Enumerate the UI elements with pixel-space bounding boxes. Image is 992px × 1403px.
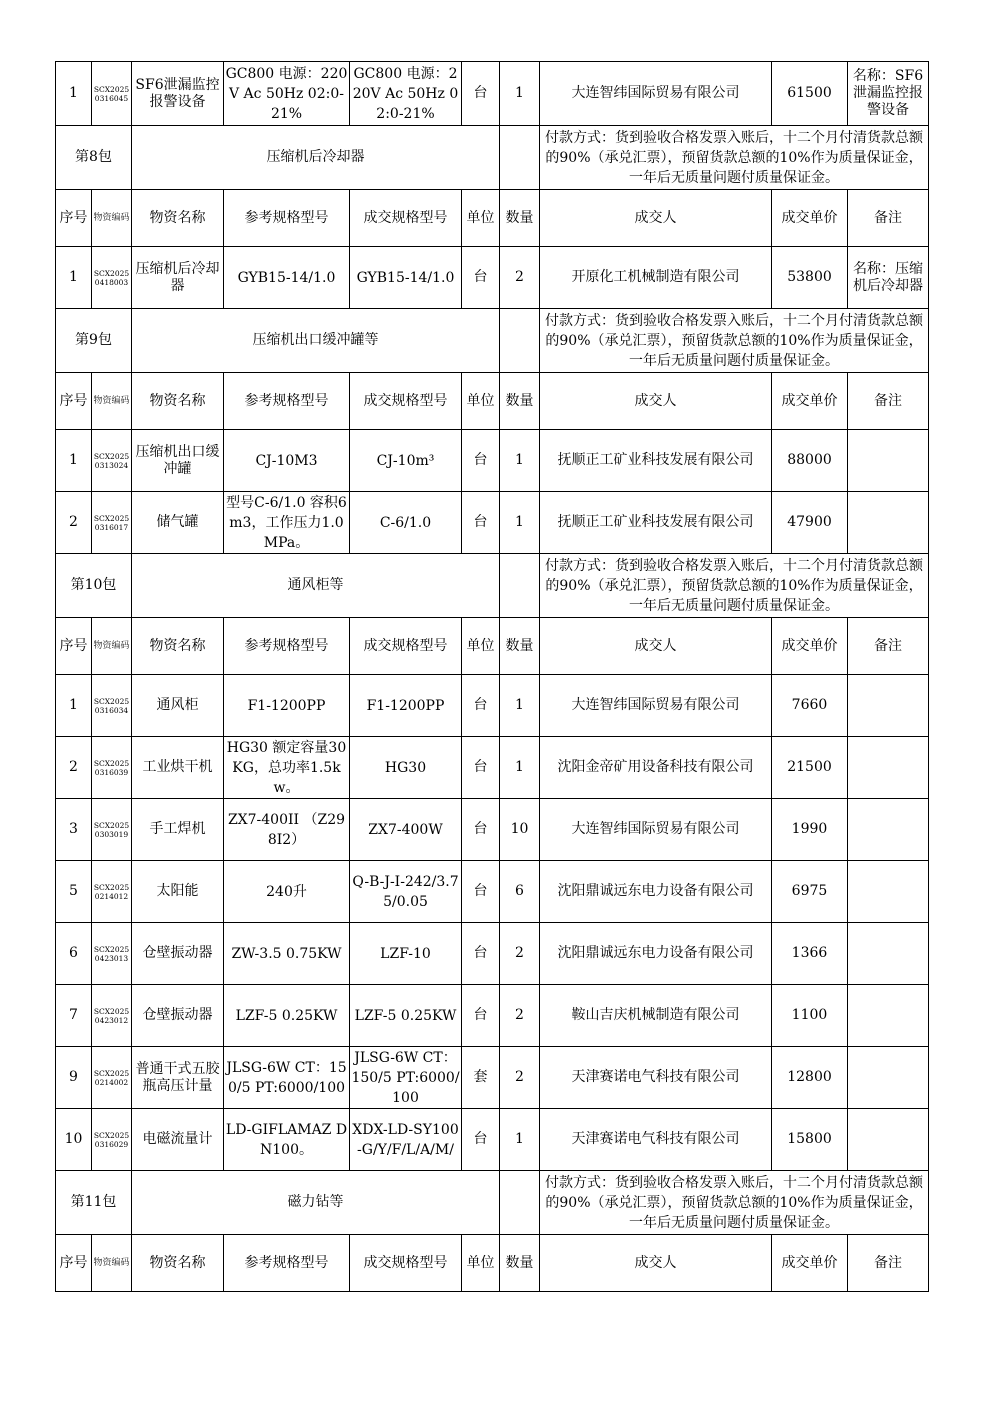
header-qty-cell: 数量 <box>500 190 540 247</box>
header-remark-cell: 备注 <box>848 1235 929 1292</box>
remark-cell <box>848 492 929 554</box>
qty-cell: 1 <box>500 430 540 492</box>
package-row <box>56 126 929 190</box>
header-ref-spec-cell: 参考规格型号 <box>224 618 350 675</box>
ref-spec-cell: GC800 电源：220V Ac 50Hz 02:0-21% <box>224 62 350 126</box>
remark-cell <box>848 430 929 492</box>
unit-cell: 台 <box>462 1109 500 1171</box>
unit-cell: 台 <box>462 62 500 126</box>
header-unit-cell: 单位 <box>462 618 500 675</box>
remark-cell: 名称：压缩机后冷却器 <box>848 247 929 309</box>
ref-spec-cell: 型号C-6/1.0 容积6m3，工作压力1.0MPa。 <box>224 492 350 554</box>
header-unit-cell: 单位 <box>462 373 500 430</box>
price-cell: 1366 <box>772 923 848 985</box>
header-deal-spec-cell: 成交规格型号 <box>350 190 462 247</box>
code-cell: SCX20250418003 <box>92 247 132 309</box>
ref-spec-cell: LZF-5 0.25KW <box>224 985 350 1047</box>
name-cell: 储气罐 <box>132 492 224 554</box>
ref-spec-cell: HG30 额定容量30KG，总功率1.5kw。 <box>224 737 350 799</box>
header-remark-cell: 备注 <box>848 190 929 247</box>
table-row <box>56 861 929 923</box>
qty-cell: 2 <box>500 247 540 309</box>
package-row <box>56 1171 929 1235</box>
table-row <box>56 430 929 492</box>
qty-cell: 2 <box>500 1047 540 1109</box>
code-cell: SCX20250423013 <box>92 923 132 985</box>
column-header-row <box>56 1235 929 1292</box>
seq-cell: 2 <box>56 492 92 554</box>
deal-spec-cell: F1-1200PP <box>350 675 462 737</box>
header-ref-spec-cell: 参考规格型号 <box>224 190 350 247</box>
deal-spec-cell: GC800 电源：220V Ac 50Hz 02:0-21% <box>350 62 462 126</box>
price-cell: 12800 <box>772 1047 848 1109</box>
seq-cell: 6 <box>56 923 92 985</box>
supplier-cell: 大连智纬国际贸易有限公司 <box>540 675 772 737</box>
name-cell: 手工焊机 <box>132 799 224 861</box>
supplier-cell: 抚顺正工矿业科技发展有限公司 <box>540 492 772 554</box>
unit-cell: 台 <box>462 923 500 985</box>
header-qty-cell: 数量 <box>500 373 540 430</box>
price-cell: 1990 <box>772 799 848 861</box>
header-seq-cell: 序号 <box>56 373 92 430</box>
qty-cell: 10 <box>500 799 540 861</box>
table-row <box>56 923 929 985</box>
name-cell: 普通干式五胶瓶高压计量 <box>132 1047 224 1109</box>
qty-cell: 1 <box>500 675 540 737</box>
remark-cell <box>848 799 929 861</box>
remark-cell <box>848 1047 929 1109</box>
code-cell: SCX20250423012 <box>92 985 132 1047</box>
package-empty-cell <box>500 1171 540 1235</box>
header-deal-spec-cell: 成交规格型号 <box>350 373 462 430</box>
header-price-cell: 成交单价 <box>772 618 848 675</box>
seq-cell: 1 <box>56 675 92 737</box>
supplier-cell: 大连智纬国际贸易有限公司 <box>540 799 772 861</box>
header-qty-cell: 数量 <box>500 618 540 675</box>
header-seq-cell: 序号 <box>56 1235 92 1292</box>
name-cell: 压缩机出口缓冲罐 <box>132 430 224 492</box>
header-remark-cell: 备注 <box>848 618 929 675</box>
package-title: 压缩机出口缓冲罐等 <box>132 309 500 373</box>
deal-spec-cell: GYB15-14/1.0 <box>350 247 462 309</box>
supplier-cell: 沈阳鼎诚远东电力设备有限公司 <box>540 923 772 985</box>
remark-cell <box>848 737 929 799</box>
header-code-cell: 物资编码 <box>92 1235 132 1292</box>
supplier-cell: 天津赛诺电气科技有限公司 <box>540 1047 772 1109</box>
header-ref-spec-cell: 参考规格型号 <box>224 1235 350 1292</box>
header-code-cell: 物资编码 <box>92 190 132 247</box>
supplier-cell: 鞍山吉庆机械制造有限公司 <box>540 985 772 1047</box>
header-name-cell: 物资名称 <box>132 618 224 675</box>
column-header-row <box>56 373 929 430</box>
price-cell: 88000 <box>772 430 848 492</box>
code-cell: SCX20250214002 <box>92 1047 132 1109</box>
price-cell: 61500 <box>772 62 848 126</box>
table-row <box>56 492 929 554</box>
header-deal-spec-cell: 成交规格型号 <box>350 618 462 675</box>
package-label: 第10包 <box>56 554 132 618</box>
price-cell: 7660 <box>772 675 848 737</box>
name-cell: 通风柜 <box>132 675 224 737</box>
ref-spec-cell: GYB15-14/1.0 <box>224 247 350 309</box>
table-row <box>56 799 929 861</box>
supplier-cell: 开原化工机械制造有限公司 <box>540 247 772 309</box>
header-unit-cell: 单位 <box>462 190 500 247</box>
deal-spec-cell: LZF-10 <box>350 923 462 985</box>
header-ref-spec-cell: 参考规格型号 <box>224 373 350 430</box>
header-supplier-cell: 成交人 <box>540 190 772 247</box>
header-price-cell: 成交单价 <box>772 1235 848 1292</box>
deal-spec-cell: JLSG-6W CT：150/5 PT:6000/100 <box>350 1047 462 1109</box>
code-cell: SCX20250316039 <box>92 737 132 799</box>
column-header-row <box>56 618 929 675</box>
seq-cell: 5 <box>56 861 92 923</box>
seq-cell: 2 <box>56 737 92 799</box>
table-body <box>56 62 929 1292</box>
header-code-cell: 物资编码 <box>92 373 132 430</box>
deal-spec-cell: XDX-LD-SY100-G/Y/F/L/A/M/ <box>350 1109 462 1171</box>
ref-spec-cell: ZW-3.5 0.75KW <box>224 923 350 985</box>
ref-spec-cell: LD-GIFLAMAZ DN100。 <box>224 1109 350 1171</box>
table-row <box>56 1047 929 1109</box>
header-seq-cell: 序号 <box>56 618 92 675</box>
remark-cell: 名称：SF6泄漏监控报警设备 <box>848 62 929 126</box>
qty-cell: 1 <box>500 492 540 554</box>
code-cell: SCX20250303019 <box>92 799 132 861</box>
header-remark-cell: 备注 <box>848 373 929 430</box>
header-name-cell: 物资名称 <box>132 1235 224 1292</box>
package-title: 磁力钻等 <box>132 1171 500 1235</box>
header-supplier-cell: 成交人 <box>540 1235 772 1292</box>
column-header-row <box>56 190 929 247</box>
code-cell: SCX20250316034 <box>92 675 132 737</box>
ref-spec-cell: 240升 <box>224 861 350 923</box>
seq-cell: 1 <box>56 62 92 126</box>
package-row <box>56 309 929 373</box>
unit-cell: 套 <box>462 1047 500 1109</box>
supplier-cell: 大连智纬国际贸易有限公司 <box>540 62 772 126</box>
qty-cell: 1 <box>500 1109 540 1171</box>
package-label: 第11包 <box>56 1171 132 1235</box>
supplier-cell: 沈阳鼎诚远东电力设备有限公司 <box>540 861 772 923</box>
table-row <box>56 675 929 737</box>
unit-cell: 台 <box>462 861 500 923</box>
seq-cell: 9 <box>56 1047 92 1109</box>
qty-cell: 1 <box>500 737 540 799</box>
price-cell: 6975 <box>772 861 848 923</box>
package-title: 压缩机后冷却器 <box>132 126 500 190</box>
table-row <box>56 62 929 126</box>
deal-spec-cell: C-6/1.0 <box>350 492 462 554</box>
name-cell: 工业烘干机 <box>132 737 224 799</box>
price-cell: 53800 <box>772 247 848 309</box>
seq-cell: 7 <box>56 985 92 1047</box>
code-cell: SCX20250214012 <box>92 861 132 923</box>
name-cell: 压缩机后冷却器 <box>132 247 224 309</box>
unit-cell: 台 <box>462 492 500 554</box>
unit-cell: 台 <box>462 675 500 737</box>
header-price-cell: 成交单价 <box>772 373 848 430</box>
name-cell: 仓壁振动器 <box>132 985 224 1047</box>
table-row <box>56 1109 929 1171</box>
price-cell: 21500 <box>772 737 848 799</box>
header-qty-cell: 数量 <box>500 1235 540 1292</box>
header-supplier-cell: 成交人 <box>540 618 772 675</box>
header-supplier-cell: 成交人 <box>540 373 772 430</box>
remark-cell <box>848 861 929 923</box>
code-cell: SCX20250316029 <box>92 1109 132 1171</box>
qty-cell: 1 <box>500 62 540 126</box>
seq-cell: 10 <box>56 1109 92 1171</box>
ref-spec-cell: ZX7-400II （Z298I2） <box>224 799 350 861</box>
header-code-cell: 物资编码 <box>92 618 132 675</box>
deal-spec-cell: LZF-5 0.25KW <box>350 985 462 1047</box>
ref-spec-cell: JLSG-6W CT：150/5 PT:6000/100 <box>224 1047 350 1109</box>
seq-cell: 1 <box>56 430 92 492</box>
payment-terms: 付款方式：货到验收合格发票入账后，十二个月付清货款总额的90%（承兑汇票），预留货款总额的10%作为质量保证金，一年后无质量问题付质量保证金。 <box>540 126 929 190</box>
supplier-cell: 天津赛诺电气科技有限公司 <box>540 1109 772 1171</box>
table-row <box>56 247 929 309</box>
unit-cell: 台 <box>462 985 500 1047</box>
package-label: 第9包 <box>56 309 132 373</box>
deal-spec-cell: CJ-10m³ <box>350 430 462 492</box>
name-cell: 仓壁振动器 <box>132 923 224 985</box>
name-cell: SF6泄漏监控报警设备 <box>132 62 224 126</box>
package-empty-cell <box>500 554 540 618</box>
header-deal-spec-cell: 成交规格型号 <box>350 1235 462 1292</box>
unit-cell: 台 <box>462 430 500 492</box>
table-row <box>56 737 929 799</box>
header-name-cell: 物资名称 <box>132 190 224 247</box>
unit-cell: 台 <box>462 799 500 861</box>
remark-cell <box>848 923 929 985</box>
header-name-cell: 物资名称 <box>132 373 224 430</box>
unit-cell: 台 <box>462 247 500 309</box>
qty-cell: 2 <box>500 923 540 985</box>
supplier-cell: 沈阳金帝矿用设备科技有限公司 <box>540 737 772 799</box>
ref-spec-cell: CJ-10M3 <box>224 430 350 492</box>
package-row <box>56 554 929 618</box>
price-cell: 47900 <box>772 492 848 554</box>
name-cell: 电磁流量计 <box>132 1109 224 1171</box>
price-cell: 15800 <box>772 1109 848 1171</box>
price-cell: 1100 <box>772 985 848 1047</box>
package-empty-cell <box>500 309 540 373</box>
remark-cell <box>848 1109 929 1171</box>
header-unit-cell: 单位 <box>462 1235 500 1292</box>
table-row <box>56 985 929 1047</box>
code-cell: SCX20250316017 <box>92 492 132 554</box>
package-empty-cell <box>500 126 540 190</box>
payment-terms: 付款方式：货到验收合格发票入账后，十二个月付清货款总额的90%（承兑汇票），预留货款总额的10%作为质量保证金，一年后无质量问题付质量保证金。 <box>540 554 929 618</box>
seq-cell: 1 <box>56 247 92 309</box>
package-title: 通风柜等 <box>132 554 500 618</box>
name-cell: 太阳能 <box>132 861 224 923</box>
qty-cell: 2 <box>500 985 540 1047</box>
procurement-results-table <box>55 61 929 1292</box>
header-seq-cell: 序号 <box>56 190 92 247</box>
code-cell: SCX20250316045 <box>92 62 132 126</box>
unit-cell: 台 <box>462 737 500 799</box>
payment-terms: 付款方式：货到验收合格发票入账后，十二个月付清货款总额的90%（承兑汇票），预留货款总额的10%作为质量保证金，一年后无质量问题付质量保证金。 <box>540 309 929 373</box>
qty-cell: 6 <box>500 861 540 923</box>
seq-cell: 3 <box>56 799 92 861</box>
supplier-cell: 抚顺正工矿业科技发展有限公司 <box>540 430 772 492</box>
deal-spec-cell: Q-B-J-I-242/3.75/0.05 <box>350 861 462 923</box>
package-label: 第8包 <box>56 126 132 190</box>
code-cell: SCX20250313024 <box>92 430 132 492</box>
remark-cell <box>848 675 929 737</box>
payment-terms: 付款方式：货到验收合格发票入账后，十二个月付清货款总额的90%（承兑汇票），预留货款总额的10%作为质量保证金，一年后无质量问题付质量保证金。 <box>540 1171 929 1235</box>
deal-spec-cell: HG30 <box>350 737 462 799</box>
deal-spec-cell: ZX7-400W <box>350 799 462 861</box>
ref-spec-cell: F1-1200PP <box>224 675 350 737</box>
header-price-cell: 成交单价 <box>772 190 848 247</box>
remark-cell <box>848 985 929 1047</box>
